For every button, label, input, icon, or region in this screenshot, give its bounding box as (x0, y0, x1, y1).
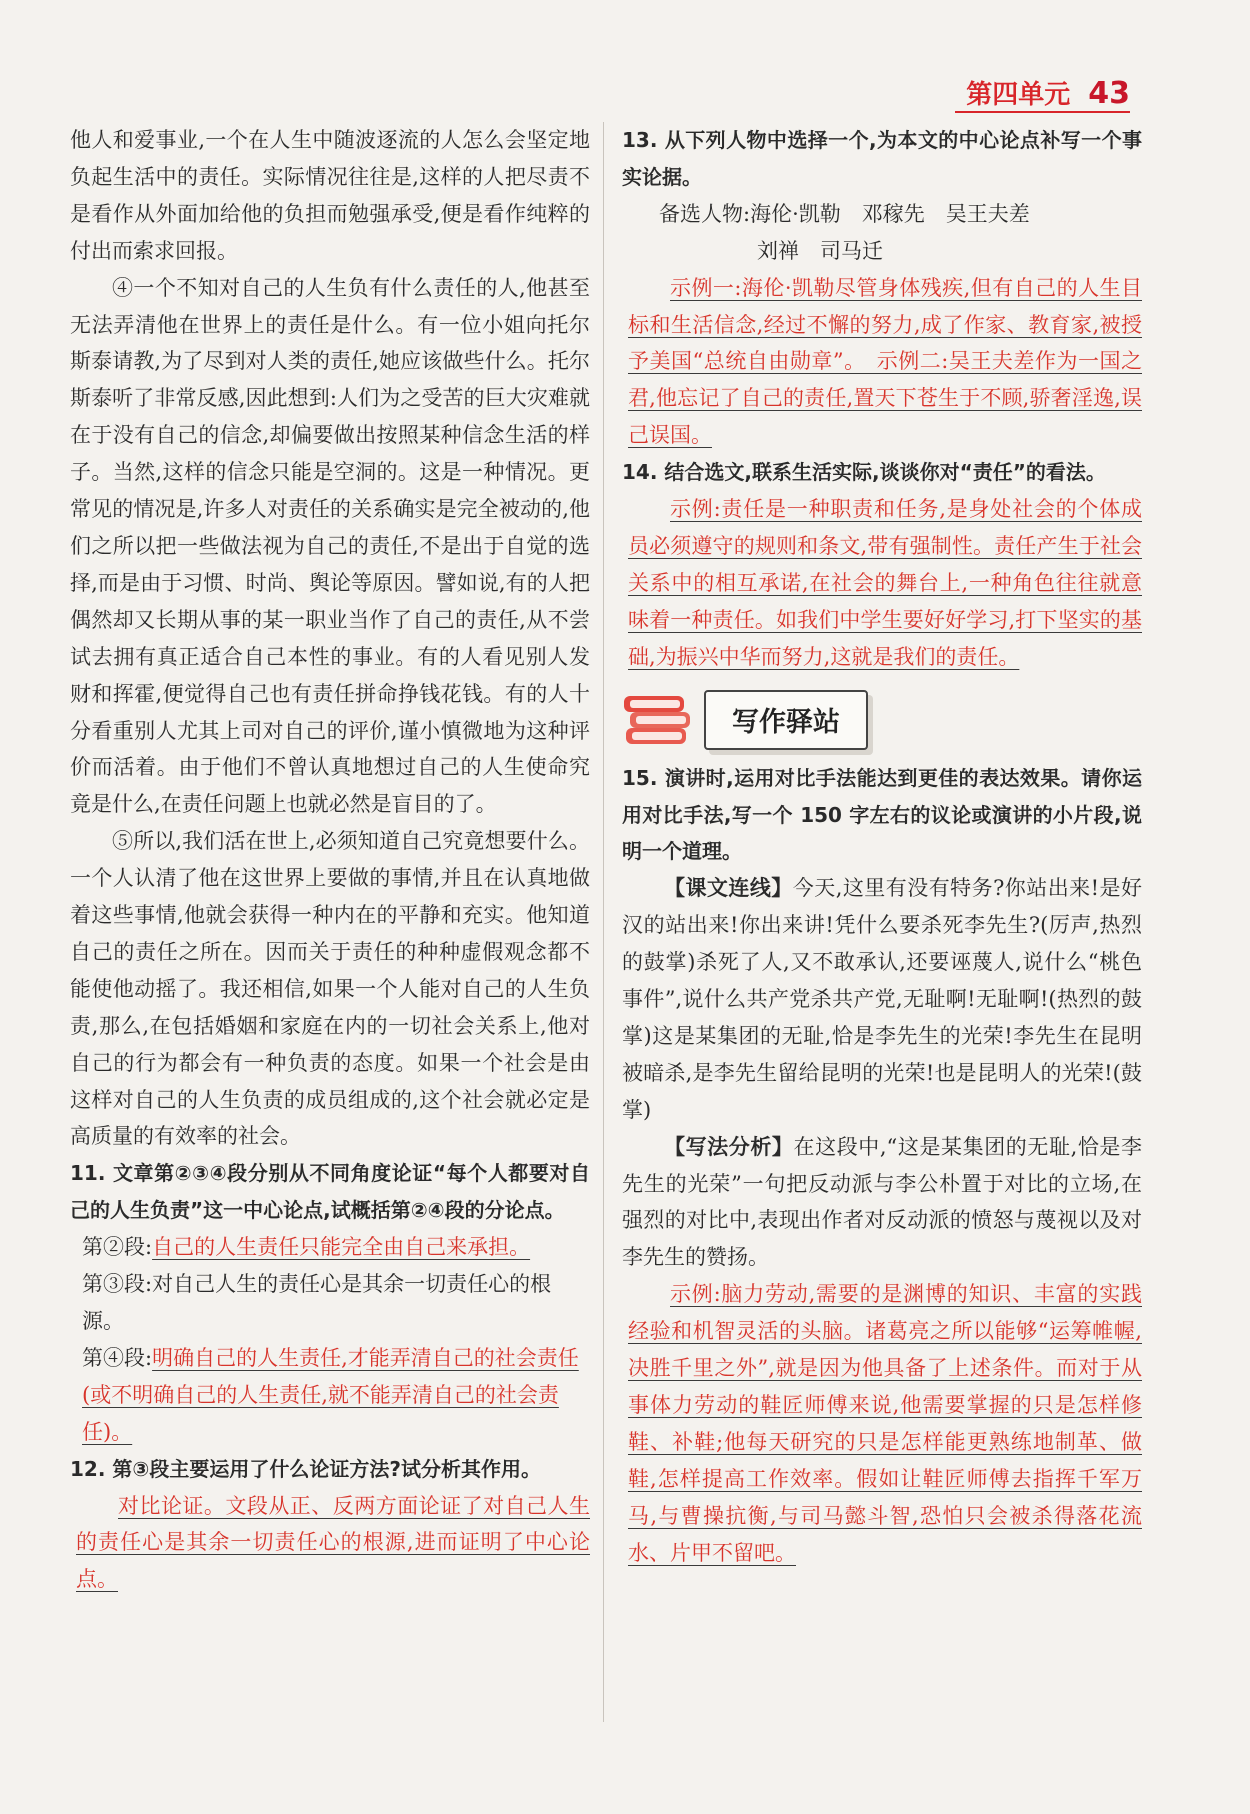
question-text: 第③段主要运用了什么论证方法?试分析其作用。 (112, 1456, 541, 1481)
question-number: 13. (622, 128, 658, 152)
question-14-stem (622, 454, 1142, 491)
text-link-paragraph (622, 870, 1142, 1128)
handwritten-answer: 示例:脑力劳动,需要的是渊博的知识、丰富的实践经验和机智灵活的头脑。诸葛亮之所以能够“运筹帷幄,决胜千里之外”,就是因为他具备了上述条件。而对于从事体力劳动的鞋匠师傅来说,他需要掌握的只是怎样修鞋、补鞋;他每天研究的只是怎样能更熟练地制革、做鞋,怎样提高工作效率。假如让鞋匠师傅去指挥千军万马,与曹操抗衡,与司马懿斗智,恐怕只会被杀得落花流水、片甲不留吧。 (628, 1282, 1142, 1565)
banner-title: 写作驿站 (732, 707, 840, 739)
question-number: 14. (622, 460, 658, 485)
question-number: 15. (622, 765, 658, 790)
question-number: 11. (70, 1161, 106, 1186)
handwritten-answer: 示例:责任是一种职责和任务,是身处社会的个体成员必须遵守的规则和条文,带有强制性。责任产生于社会关系中的相互承诺,在社会的舞台上,一种角色往往就意味着一种责任。如我们中学生要好好学习,打下坚实的基础,为振兴中华而努力,这就是我们的责任。 (628, 497, 1142, 669)
candidate-list-2: 刘禅 司马迁 (757, 238, 883, 263)
question-12 (70, 1451, 590, 1599)
section-tag: 【写法分析】 (664, 1134, 794, 1159)
answer-para-2 (70, 1229, 590, 1266)
handwritten-answer: 明确自己的人生责任,才能弄清自己的社会责任(或不明确自己的人生责任,就不能弄清自己的社会责任)。 (82, 1345, 579, 1444)
books-icon (622, 688, 697, 750)
question-13-stem (622, 122, 1142, 196)
analysis-paragraph (622, 1129, 1142, 1277)
left-column (70, 122, 590, 1598)
handwritten-answer: 对比论证。文段从正、反两方面论证了对自己人生的责任心是其余一切责任心的根源,进而证明了中心论点。 (76, 1493, 590, 1592)
question-11 (70, 1155, 590, 1450)
question-15-stem (622, 760, 1142, 871)
question-text: 文章第②③④段分别从不同角度论证“每个人都要对自己的人生负责”这一中心论点,试概括第②④段的分论点。 (70, 1161, 590, 1223)
paragraph-continued: 他人和爱事业,一个在人生中随波逐流的人怎么会坚定地负起生活中的责任。实际情况往往是,这样的人把尽责不是看作从外面加给他的负担而勉强承受,便是看作纯粹的付出而索求回报。 (70, 128, 590, 263)
question-text: 演讲时,运用对比手法能达到更佳的表达效果。请你运用对比手法,写一个 150 字左右的议论或演讲的小片段,说明一个道理。 (622, 765, 1142, 864)
header-rule (955, 111, 1130, 113)
question-number: 12. (70, 1456, 106, 1481)
question-text: 从下列人物中选择一个,为本文的中心论点补写一个事实论据。 (622, 128, 1142, 189)
question-13 (622, 122, 1142, 454)
answer-label: 第④段: (82, 1345, 153, 1370)
analysis-text: 在这段中,“这是某集团的无耻,恰是李先生的光荣”一句把反动派与李公朴置于对比的立场,在强烈的对比中,表现出作者对反动派的愤怒与蔑视以及对李先生的赞扬。 (622, 1134, 1143, 1270)
answer-label: 第②段: (82, 1235, 153, 1260)
paragraph-5: ⑤所以,我们活在世上,必须知道自己究竟想要什么。一个人认清了他在这世界上要做的事情,并且在认真地做着这些事情,他就会获得一种内在的平静和充实。他知道自己的责任之所在。因而关于责任的种种虚假观念都不能使他动摇了。我还相信,如果一个人能对自己的人生负责,那么,在包括婚姻和家庭在内的一切社会关系上,他对自己的行为都会有一种负责的态度。如果一个社会是由这样对自己的人生负责的成员组成的,这个社会就必定是高质量的有效率的社会。 (70, 829, 590, 1149)
answer-para-3: 第③段:对自己人生的责任心是其余一切责任心的根源。 (82, 1272, 552, 1333)
question-14 (622, 454, 1142, 675)
banner-title-box (704, 690, 868, 750)
handwritten-answer: 自己的人生责任只能完全由自己来承担。 (152, 1235, 531, 1260)
paragraph-4: ④一个不知对自己的人生负有什么责任的人,他甚至无法弄清他在世界上的责任是什么。有一位小姐向托尔斯泰请教,为了尽到对人类的责任,她应该做些什么。托尔斯泰听了非常反感,因此想到:人们为之受苦的巨大灾难就在于没有自己的信念,却偏要做出按照某种信念生活的样子。当然,这样的信念只能是空洞的。这是一种情况。更常见的情况是,许多人对责任的关系确实是完全被动的,他们之所以把一些做法视为自己的责任,不是出于自觉的选择,而是由于习惯、时尚、舆论等原因。譬如说,有的人把偶然却又长期从事的某一职业当作了自己的责任,从不尝试去拥有真正适合自己本性的事业。有的人看见别人发财和挥霍,便觉得自己也有责任拼命挣钱花钱。有的人十分看重别人尤其上司对自己的评价,谨小慎微地为这种评价而活着。由于他们不曾认真地想过自己的人生使命究竟是什么,在责任问题上也就必然是盲目的了。 (70, 275, 590, 817)
handwritten-answer: 示例一:海伦·凯勒尽管身体残疾,但有自己的人生目标和生活信念,经过不懈的努力,成了作家、教育家,被授予美国“总统自由勋章”。 示例二:吴王夫差作为一国之君,他忘记了自己的责任,置天下苍生于不顾,骄奢淫逸,误己误国。 (628, 275, 1142, 448)
question-15 (622, 760, 1142, 1572)
unit-title: 第四单元 (966, 80, 1071, 110)
section-tag: 【课文连线】 (664, 876, 793, 901)
question-12-stem (70, 1451, 590, 1488)
page-number: 43 (1088, 76, 1130, 111)
column-divider (603, 122, 604, 1722)
quoted-text: 今天,这里有没有特务?你站出来!是好汉的站出来!你出来讲!凭什么要杀死李先生?(厉声,热烈的鼓掌)杀死了人,又不敢承认,还要诬蔑人,说什么“桃色事件”,说什么共产党杀共产党,无耻啊!无耻啊!(热烈的鼓掌)这是某集团的无耻,恰是李先生的光荣!李先生在昆明被暗杀,是李先生留给昆明的光荣!也是昆明人的光荣!(鼓掌) (622, 876, 1143, 1122)
right-column (622, 122, 1142, 1572)
question-text: 结合选文,联系生活实际,谈谈你对“责任”的看法。 (664, 460, 1106, 485)
answer-para-4 (70, 1340, 590, 1451)
writing-section-banner (622, 682, 1142, 756)
candidate-list-1: 备选人物:海伦·凯勒 邓稼先 吴王夫差 (659, 201, 1030, 226)
question-11-stem (70, 1155, 590, 1229)
page-header (966, 74, 1130, 111)
